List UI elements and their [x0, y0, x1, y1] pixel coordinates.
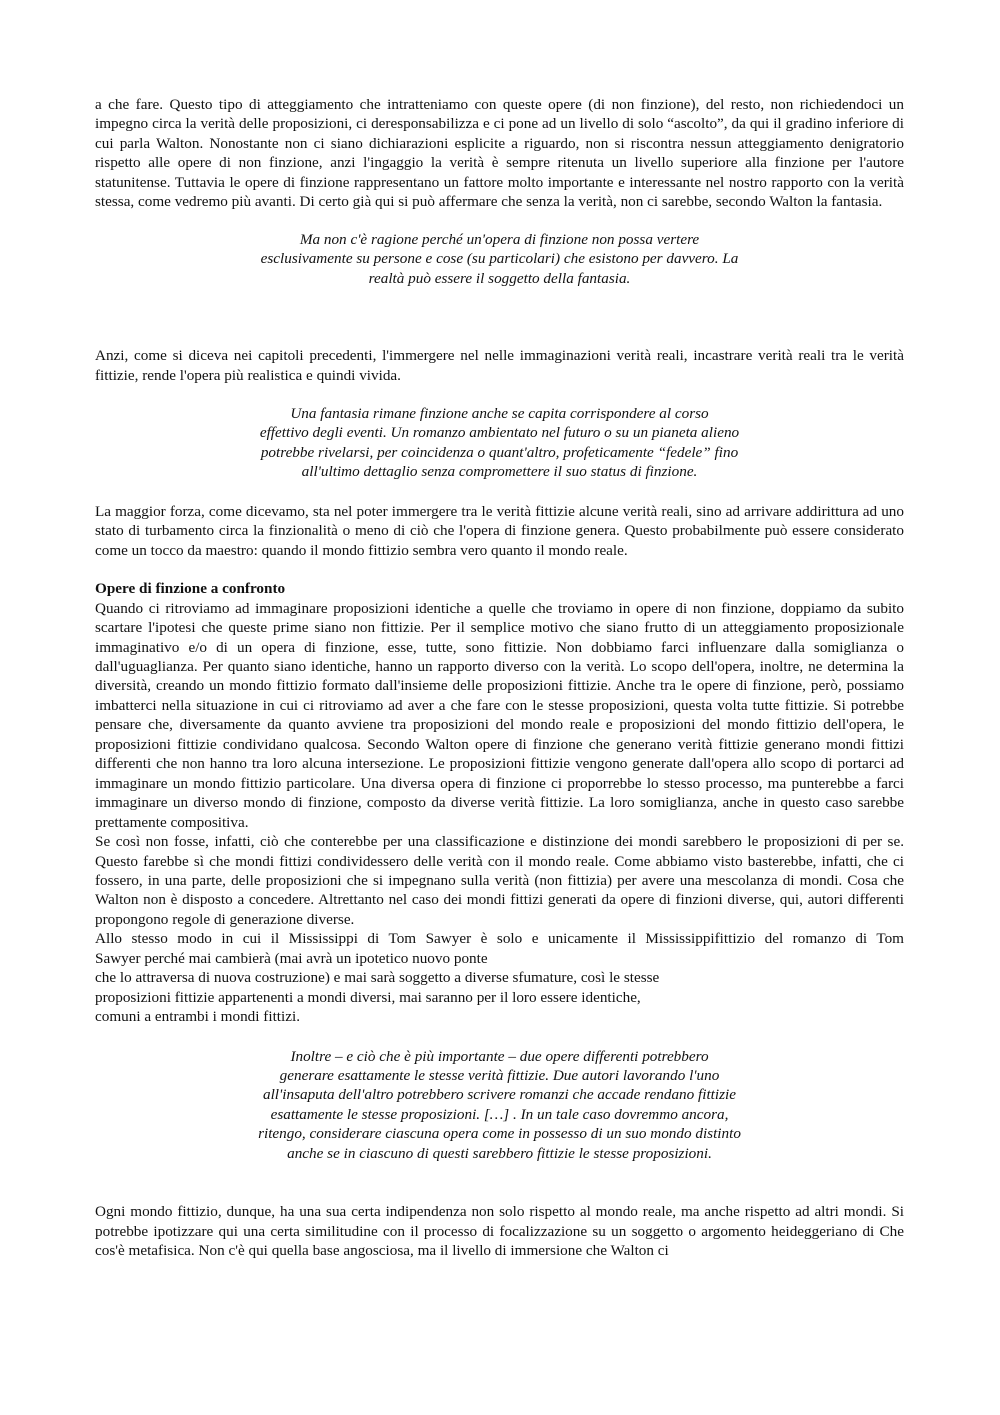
quote-line: generare esattamente le stesse verità fittizie. Due autori lavorando l'uno	[279, 1067, 720, 1085]
quote-line: esattamente le stesse proposizioni. […] . In un tale caso dovremmo ancora,	[270, 1105, 729, 1123]
body-paragraph: Quando ci ritroviamo ad immaginare proposizioni identiche a quelle che troviamo in opere di non finzione, doppiamo da subito scartare l'ipotesi che queste prime siano non fittizie. Per il semplice motivo che siano frutto di un atteggiamento proposizionale immaginativo e/o di un opera di finzione, esse, tutte, sono fittizie. Non dobbiamo farci influenzare dalla somiglianza o dall'uguaglianza. Per quanto siano identiche, hanno un rapporto diverso con la verità. Lo scopo dell'opera, inoltre, ne determina la diversità, creando un mondo fittizio formato dall'insieme delle proposizioni fittizie. Anche tra le opere di finzione, però, possiamo imbatterci nella situazione in cui ci ritroviamo ad aver a che fare con le stesse proposizioni, questa volta tutte fittizie. Si potrebbe pensare che, diversamente da quanto avviene tra proposizioni del mondo reale e proposizioni del mondo fittizio dell'opera, le proposizioni fittizie condividano qualcosa. Secondo Walton opere di finzione che generano verità fittizie generano mondi fittizi differenti che non hanno tra loro alcuna intersezione. Le proposizioni fittizie vengono generate dall'opera allo scopo di portarci ad immaginare un mondo fittizio particolare. Una diversa opera di finzione ci proporrebbe lo stesso processo, ma punterebbe a farci immaginare un diverso mondo di finzione, composto da diverse verità fittizie. La loro somiglianza, anche in questo caso sarebbe prettamente compositiva.	[95, 599, 904, 831]
quote-line: all'ultimo dettaglio senza compromettere il suo status di finzione.	[301, 463, 698, 481]
body-paragraph: Se così non fosse, infatti, ciò che conterebbe per una classificazione e distinzione dei mondi sarebbero le proposizioni di per se. Questo farebbe sì che mondi fittizi condividessero delle verità con il mondo reale. Come abbiamo visto basterebbe, infatti, che ci fossero, in una parte, delle proposizioni che si impegnano sulla verità (non fittizia) per avere una mescolanza di mondi. Cosa che Walton non è disposto a concedere. Altrettanto nel caso dei mondi fittizi generati da opere di finzioni diverse, qui, autori differenti propongono regole di generazione diverse.	[95, 833, 904, 928]
body-paragraph: a che fare. Questo tipo di atteggiamento che intratteniamo con queste opere (di non finzione), del resto, non richiedendoci un impegno circa la verità delle proposizioni, ci deresponsabilizza e ci pone ad un livello di solo “ascolto”, da qui il gradino inferiore di cui parla Walton. Nonostante non ci siano dichiarazioni esplicite a riguardo, non si riscontra nessun atteggiamento denigratorio rispetto alle opere di non finzione, anzi l'ingaggio la verità è sempre ritenuta un livello superiore alla finzione per l'autore statunitense. Tuttavia le opere di finzione rappresentano un fattore molto importante e interessante nel nostro rapporto con la verità stessa, come vedremo più avanti. Di certo già qui si può affermare che senza la verità, non ci sarebbe, secondo Walton la fantasia.	[95, 96, 904, 211]
text-line: proposizioni fittizie appartenenti a mondi diversi, mai saranno per il loro essere identiche,	[95, 988, 641, 1006]
quote-line: effettivo degli eventi. Un romanzo ambientato nel futuro o su un pianeta alieno	[259, 424, 740, 442]
section-heading: Opere di finzione a confronto	[95, 580, 286, 598]
text-line: comuni a entrambi i mondi fittizi.	[95, 1008, 300, 1026]
body-paragraph-mixed	[95, 929, 904, 1026]
body-paragraph: Anzi, come si diceva nei capitoli precedenti, l'immergere nel nelle immaginazioni verità reali, incastrare verità reali tra le verità fittizie, rende l'opera più realistica e quindi vivida.	[95, 347, 904, 384]
quote-line: Una fantasia rimane finzione anche se capita corrispondere al corso	[290, 404, 709, 422]
text-line: che lo attraversa di nuova costruzione) e mai sarà soggetto a diverse sfumature, così le stesse	[95, 969, 660, 987]
body-paragraph: Ogni mondo fittizio, dunque, ha una sua certa indipendenza non solo rispetto al mondo reale, ma anche rispetto ad altri mondi. Si potrebbe ipotizzare qui una certa similitudine con il processo di focalizzazione su un soggetto o argomento heideggeriano di Che cos'è metafisica. Non c'è qui quella base angosciosa, ma il livello di immersione che Walton ci	[95, 1203, 904, 1260]
quote-line: ritengo, considerare ciascuna opera come in possesso di un suo mondo distinto	[258, 1125, 741, 1143]
quote-line: esclusivamente su persone e cose (su particolari) che esistono per davvero. La	[260, 250, 739, 268]
body-paragraph: La maggior forza, come dicevamo, sta nel poter immergere tra le verità fittizie alcune verità reali, sino ad arrivare addirittura ad uno stato di turbamento circa la finzionalità o meno di ciò che l'opera di finzione genera. Questo probabilmente può essere considerato come un tocco da maestro: quando il mondo fittizio sembra vero quanto il mondo reale.	[95, 502, 904, 559]
text-line: Sawyer perché mai cambierà (mai avrà un ipotetico nuovo ponte	[95, 949, 488, 967]
block-quote	[95, 1047, 904, 1164]
document-page	[95, 95, 904, 1261]
quote-line: Inoltre – e ciò che è più importante – due opere differenti potrebbero	[290, 1047, 709, 1065]
block-quote	[95, 230, 904, 288]
block-quote	[95, 404, 904, 482]
quote-line: anche se in ciascuno di questi sarebbero fittizie le stesse proposizioni.	[287, 1144, 712, 1162]
quote-line: Ma non c'è ragione perché un'opera di finzione non possa vertere	[299, 230, 700, 248]
quote-line: realtà può essere il soggetto della fantasia.	[368, 269, 631, 287]
body-paragraph-line: Allo stesso modo in cui il Mississippi di Tom Sawyer è solo e unicamente il Mississippifittizio del romanzo di Tom	[95, 930, 904, 948]
quote-line: all'insaputa dell'altro potrebbero scrivere romanzi che accade rendano fittizie	[262, 1086, 736, 1104]
ragged-lines	[95, 949, 904, 1027]
quote-line: potrebbe rivelarsi, per coincidenza o quant'altro, profeticamente “fedele” fino	[260, 443, 739, 461]
